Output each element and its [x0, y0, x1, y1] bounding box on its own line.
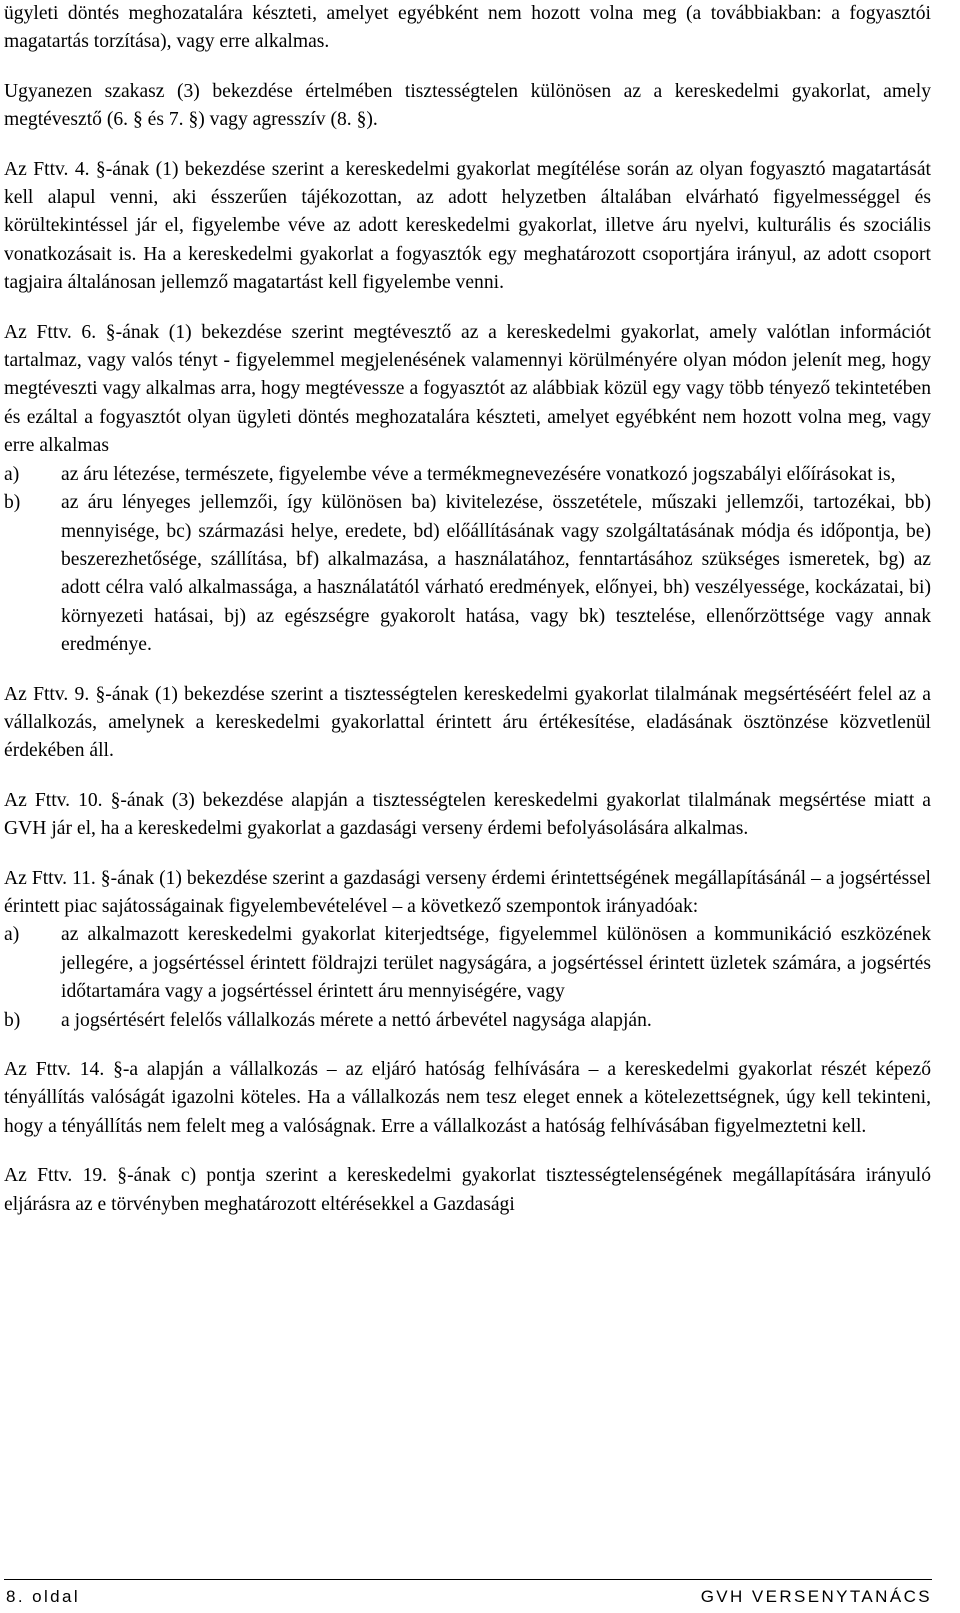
list-item [4, 461, 931, 489]
paragraph-fttv-10: Az Fttv. 10. §-ának (3) bekezdése alapján a tisztességtelen kereskedelmi gyakorlat tilalmának megsértése miatt a GVH jár el, ha a kereskedelmi gyakorlat a gazdasági verseny érdemi befolyásolására alkalmas. [4, 789, 931, 840]
list-item-text: az áru lényeges jellemzői, így különösen ba) kivitelezése, összetétele, műszaki jellemzői, tartozékai, bb) mennyisége, bc) származási helye, eredete, bd) előállításának vagy szolgáltatásának módja és időpontja, be) beszerezhetősége, szállítása, bf) alkalmazása, a használatához, fenntartásához szükséges ismeretek, bg) az adott célra való alkalmassága, a használatától várható eredmények, előnyei, bh) veszélyessége, kockázatai, bi) környezeti hatásai, bj) az egészségre gyakorolt hatása, vagy bk) tesztelése, ellenőrzöttsége vagy annak eredménye. [61, 492, 931, 656]
paragraph-fttv-14: Az Fttv. 14. §-a alapján a vállalkozás – az eljáró hatóság felhívására – a kereskedelmi gyakorlat részét képező tényállítás valóságát igazolni köteles. Ha a vállalkozás nem tesz eleget ennek a kötelezettségnek, úgy kell tekinteni, hogy a tényállítás nem felelt meg a valóságnak. Erre a vállalkozást a hatóság felhívásában figyelmeztetni kell. [4, 1059, 931, 1137]
list-item [4, 1007, 931, 1035]
list-marker: a) [4, 463, 20, 485]
page-number: 8. oldal [6, 1587, 81, 1606]
document-body [4, 0, 931, 1219]
list-marker: a) [4, 924, 20, 946]
list-marker: b) [4, 492, 21, 514]
paragraph-section-3: Ugyanezen szakasz (3) bekezdése értelmében tisztességtelen különösen az a kereskedelmi gyakorlat, amely megtévesztő (6. § és 7. §) vagy agresszív (8. §). [4, 80, 931, 131]
paragraph-fttv-9: Az Fttv. 9. §-ának (1) bekezdése szerint a tisztességtelen kereskedelmi gyakorlat tilalmának megsértéséért felel az a vállalkozás, amelynek a kereskedelmi gyakorlattal érintett áru értékesítése, eladásának ösztönzése közvetlenül érdekében áll. [4, 683, 931, 762]
list-item [4, 489, 931, 659]
paragraph-fttv-11: Az Fttv. 11. §-ának (1) bekezdése szerint a gazdasági verseny érdemi érintettségének megállapításánál – a jogsértéssel érintett piac sajátosságainak figyelembevételével – a következő szempontok irányadóak: [4, 867, 931, 917]
paragraph-fttv-19: Az Fttv. 19. §-ának c) pontja szerint a kereskedelmi gyakorlat tisztességtelenségének megállapítására irányuló eljárásra az e törvényben meghatározott eltérésekkel a Gazdasági [4, 1165, 931, 1215]
list-item-text: az alkalmazott kereskedelmi gyakorlat kiterjedtsége, figyelemmel különösen a kommunikáció eszközének jellegére, a jogsértéssel érintett földrajzi terület nagyságára, a jogsértéssel érintett üzletek számára, a jogsértés időtartamára vagy a jogsértéssel érintett áru mennyiségére, vagy [61, 924, 931, 1003]
paragraph-fttv-6: Az Fttv. 6. §-ának (1) bekezdése szerint megtévesztő az a kereskedelmi gyakorlat, amely valótlan információt tartalmaz, vagy valós tényt - figyelemmel megjelenésének valamennyi körülményére olyan módon jelenít meg, hogy megtéveszti vagy alkalmas arra, hogy megtévessze a fogyasztót az alábbiak közül egy vagy több tényező tekintetében és ezáltal a fogyasztót olyan ügyleti döntés meghozatalára készteti, amelyet egyébként nem hozott volna meg, vagy erre alkalmas [4, 321, 931, 457]
footer-divider [4, 1579, 932, 1580]
list-item-text: a jogsértésért felelős vállalkozás mérete a nettó árbevétel nagysága alapján. [61, 1009, 652, 1031]
list-item [4, 921, 931, 1006]
list-item-text: az áru létezése, természete, figyelembe véve a termékmegnevezésére vonatkozó jogszabályi előírásokat is, [61, 463, 896, 485]
paragraph-continuation: ügyleti döntés meghozatalára készteti, amelyet egyébként nem hozott volna meg (a továbbiakban: a fogyasztói magatartás torzítása), vagy erre alkalmas. [4, 3, 931, 53]
paragraph-fttv-4: Az Fttv. 4. §-ának (1) bekezdése szerint a kereskedelmi gyakorlat megítélése során az olyan fogyasztó magatartását kell alapul venni, aki ésszerűen tájékozottan, az adott helyzetben általában elvárható figyelmességgel és körültekintéssel jár el, figyelembe véve az adott kereskedelmi gyakorlat, illetve áru nyelvi, kulturális és szociális vonatkozásait is. Ha a kereskedelmi gyakorlat a fogyasztók egy meghatározott csoportjára irányul, az adott csoport tagjaira általánosan jellemző magatartást kell figyelembe venni. [4, 158, 931, 294]
list-marker: b) [4, 1009, 21, 1031]
footer-organization: GVH VERSENYTANÁCS [700, 1587, 932, 1606]
